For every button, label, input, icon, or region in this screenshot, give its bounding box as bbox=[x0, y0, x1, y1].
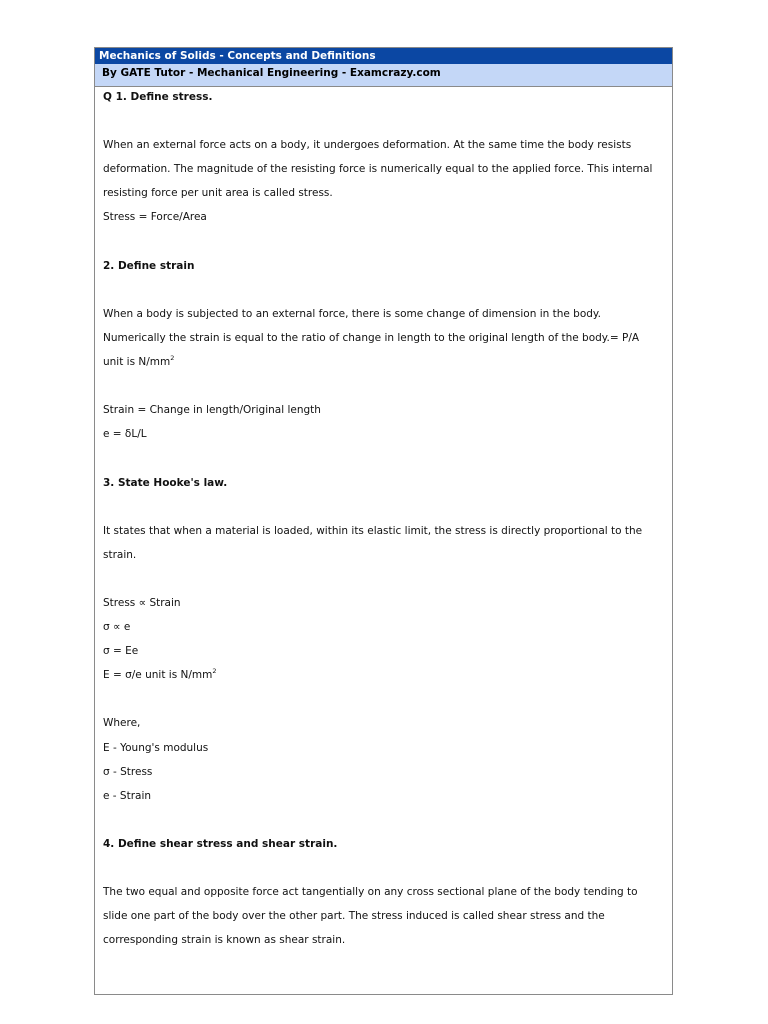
answer-1-line-1: When an external force acts on a body, it undergoes deformation. At the same time the body resists bbox=[103, 139, 632, 152]
answer-3-legend-1: E - Young's modulus bbox=[103, 741, 209, 754]
document-sheet bbox=[94, 47, 673, 995]
question-3-heading: 3. State Hooke's law. bbox=[103, 476, 228, 489]
blank-line bbox=[103, 567, 664, 591]
answer-1-formula: Stress = Force/Area bbox=[103, 211, 207, 224]
answer-3-formula-3: σ = Ee bbox=[103, 645, 139, 658]
answer-3-line-1: It states that when a material is loaded, within its elastic limit, the stress is directly proportional to the bbox=[103, 524, 643, 537]
answer-4-line-2: slide one part of the body over the other part. The stress induced is called shear stress and the bbox=[103, 910, 605, 923]
answer-3-formula-2: σ ∝ e bbox=[103, 621, 131, 634]
blank-line bbox=[103, 495, 664, 519]
blank-line bbox=[103, 374, 664, 398]
blank-line bbox=[103, 230, 664, 254]
blank-line bbox=[103, 808, 664, 832]
answer-4-line-3: corresponding strain is known as shear strain. bbox=[103, 934, 346, 947]
answer-3-formula-1: Stress ∝ Strain bbox=[103, 596, 181, 609]
answer-1-line-3: resisting force per unit area is called stress. bbox=[103, 187, 333, 200]
answer-2-formula-2: e = δL/L bbox=[103, 428, 147, 441]
answer-2-unit-exponent: 2 bbox=[170, 353, 175, 362]
blank-line bbox=[103, 446, 664, 470]
question-2-heading: 2. Define strain bbox=[103, 259, 195, 272]
answer-3-legend-2: σ - Stress bbox=[103, 765, 153, 778]
blank-line bbox=[103, 687, 664, 711]
answer-1-line-2: deformation. The magnitude of the resisting force is numerically equal to the applied force. This internal bbox=[103, 163, 653, 176]
answer-3-formula-4-text: E = σ/e unit is N/mm bbox=[103, 669, 213, 682]
document-body bbox=[95, 85, 672, 952]
answer-2-line-1: When a body is subjected to an external force, there is some change of dimension in the body. bbox=[103, 307, 601, 320]
answer-3-formula-4-exponent: 2 bbox=[212, 666, 217, 675]
answer-3-where: Where, bbox=[103, 717, 141, 730]
blank-line bbox=[103, 109, 664, 133]
answer-3-formula-4 bbox=[103, 663, 664, 687]
question-4-heading: 4. Define shear stress and shear strain. bbox=[103, 837, 338, 850]
blank-line bbox=[103, 278, 664, 302]
answer-2-unit-text: unit is N/mm bbox=[103, 356, 171, 369]
answer-2-formula-1: Strain = Change in length/Original length bbox=[103, 404, 321, 417]
answer-3-legend-3: e - Strain bbox=[103, 789, 152, 802]
question-1-heading: Q 1. Define stress. bbox=[103, 91, 213, 103]
answer-2-line-2: Numerically the strain is equal to the ratio of change in length to the original length of the body.= P/A bbox=[103, 331, 640, 344]
document-title: Mechanics of Solids - Concepts and Definitions bbox=[95, 48, 672, 64]
answer-3-line-2: strain. bbox=[103, 548, 137, 561]
blank-line bbox=[103, 856, 664, 880]
answer-4-line-1: The two equal and opposite force act tangentially on any cross sectional plane of the body tending to bbox=[103, 886, 638, 899]
document-subtitle: By GATE Tutor - Mechanical Engineering - Examcrazy.com bbox=[95, 64, 672, 87]
answer-2-unit bbox=[103, 350, 664, 374]
